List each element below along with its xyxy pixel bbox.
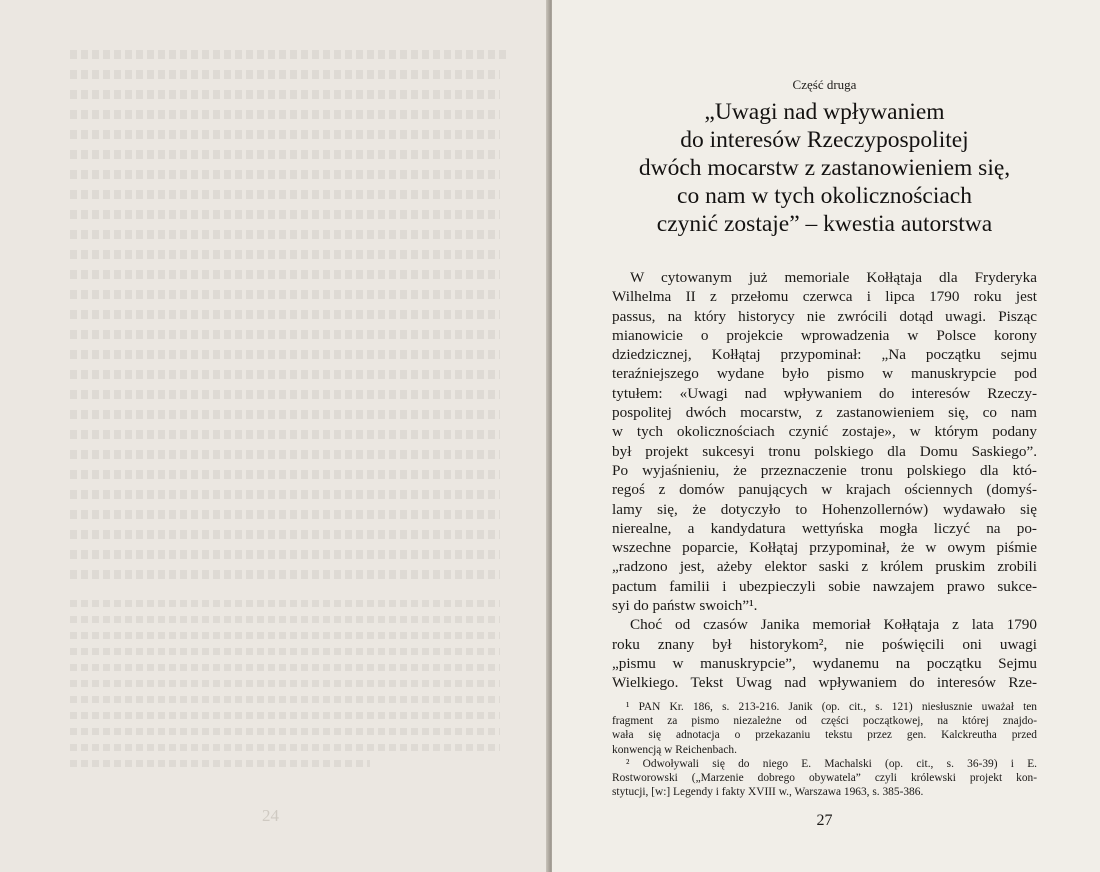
body-line: pospolitej dwóch mocarstw, z zastanowieniem się, co nam	[612, 404, 1037, 422]
page-number: 27	[816, 812, 833, 829]
body-line: Po wyjaśnieniu, że przeznaczenie tronu polskiego dla któ-	[612, 461, 1037, 479]
body-line: dziedzicznej, Kołłątaj przypominał: „Na początku sejmu	[612, 346, 1037, 364]
chapter-title-line: do interesów Rzeczypospolitej	[680, 127, 969, 153]
footnote-line: wała się adnotacja o przekazaniu tekstu przez gen. Kalckreutha przed	[612, 729, 1037, 742]
footnote-line: ¹ PAN Kr. 186, s. 213-216. Janik (op. cit., s. 121) niesłusznie uważał ten	[626, 701, 1037, 713]
footnote-line: Rostworowski („Marzenie dobrego obywatela” czyli królewski projekt kon-	[612, 771, 1037, 784]
body-line: Choć od czasów Janika memoriał Kołłątaja z lata 1790	[630, 616, 1037, 634]
footnote-line: stytucji, [w:] Legendy i fakty XVIII w., Warszawa 1963, s. 385-386.	[612, 786, 924, 799]
footnote-line: ² Odwoływali się do niego E. Machalski (op. cit., s. 36-39) i E.	[626, 757, 1037, 770]
body-line: był projekt sukcesyi tronu polskiego dla Domu Saskiego”.	[612, 442, 1037, 460]
body-line: wszechne poparcie, Kołłątaj przypominał, że w owym piśmie	[612, 539, 1037, 557]
body-line: regoś z domów panujących w krajach ościennych (domyś-	[612, 481, 1037, 499]
body-text	[612, 268, 1037, 693]
left-page-number: 24	[262, 806, 279, 825]
body-line: roku znany był historykom², nie poświęcili oni uwagi	[612, 635, 1037, 653]
chapter-title-line: „Uwagi nad wpływaniem	[704, 99, 945, 125]
chapter-title-line: co nam w tych okolicznościach	[677, 183, 972, 209]
part-label: Część druga	[792, 77, 857, 92]
footnote-line: konwencją w Reichenbach.	[612, 743, 737, 756]
show-through-text	[70, 50, 510, 59]
footnotes	[612, 700, 1037, 799]
body-line: passus, na który historycy nie zwrócili dotąd uwagi. Pisząc	[612, 307, 1037, 325]
body-line: lamy się, że dotyczyło to Hohenzollernów) wydawało się	[612, 500, 1037, 518]
body-line: Wilhelma II z przełomu czerwca i lipca 1790 roku jest	[612, 288, 1037, 306]
body-line: „radzono jest, ażeby elektor saski z królem pruskim zrobili	[612, 558, 1037, 576]
chapter-title	[612, 98, 1037, 238]
body-line: teraźniejszego wydane było pismo w manuskrypcie pod	[612, 365, 1037, 383]
body-line: w tych okolicznościach czynić zostaje», w którym podany	[612, 423, 1037, 441]
body-line: W cytowanym już memoriale Kołłątaja dla Fryderyka	[630, 269, 1037, 286]
body-line: Wielkiego. Tekst Uwag nad wpływaniem do interesów Rze-	[612, 674, 1037, 692]
footnote-line: fragment za pismo niezależne od części początkowej, na której znajdo-	[612, 715, 1037, 728]
chapter-title-line: dwóch mocarstw z zastanowieniem się,	[638, 155, 1011, 181]
body-line: „pismu w manuskrypcie”, wydanemu na początku Sejmu	[612, 654, 1037, 672]
chapter-title-line: czynić zostaje” – kwestia autorstwa	[656, 211, 993, 237]
body-line: syi do państw swoich”¹.	[612, 597, 758, 615]
body-line: pactum familii i ubezpieczyli sobie nawzajem prawo sukce-	[612, 577, 1037, 595]
body-line: mianowicie o projekcie wprowadzenia w Polsce korony	[612, 326, 1037, 344]
body-line: nierealne, a kandydatura wettyńska mogła liczyć na po-	[612, 519, 1037, 537]
body-line: tytułem: «Uwagi nad wpływaniem do interesów Rzeczy-	[612, 384, 1037, 402]
